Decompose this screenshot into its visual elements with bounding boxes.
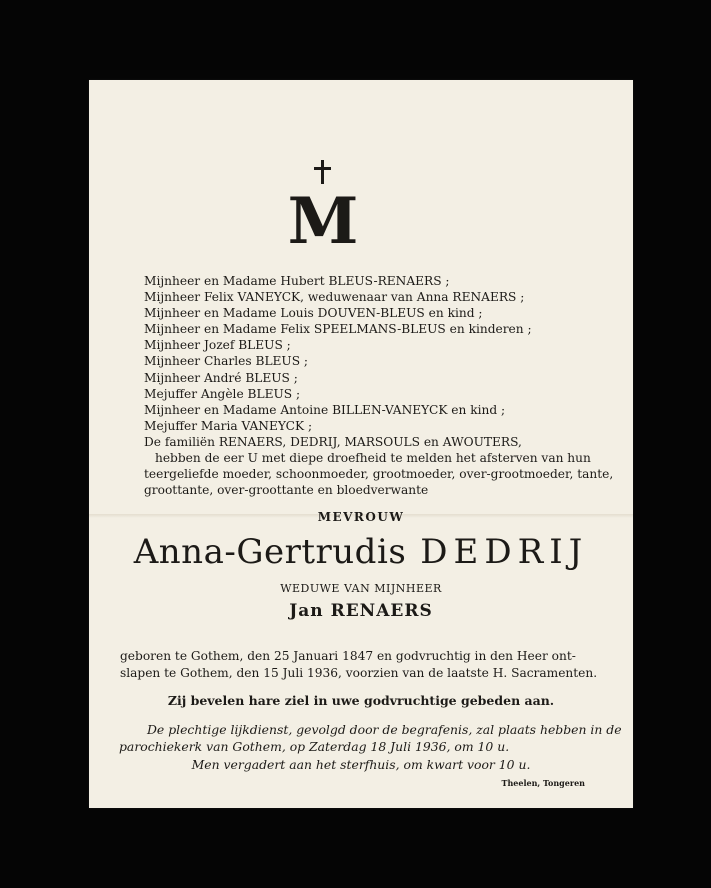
deceased-surname: DEDRIJ — [420, 532, 589, 572]
mourner-line: Mijnheer en Madame Louis DOUVEN-BLEUS en kind ; — [144, 306, 483, 321]
mourner-line: Mijnheer Felix VANEYCK, weduwenaar van Anna RENAERS ; — [144, 290, 525, 305]
monogram-letter: M — [287, 184, 359, 250]
deceased-name — [89, 532, 633, 572]
prayer-request: Zij bevelen hare ziel in uwe godvruchtige gebeden aan. — [167, 693, 555, 708]
birth-line: geboren te Gothem, den 25 Januari 1847 en godvruchtig in den Heer ont- — [120, 649, 576, 663]
funeral-line: De plechtige lijkdienst, gevolgd door de begrafenis, zal plaats hebben in de — [147, 722, 622, 737]
mourners-list — [144, 273, 614, 498]
funeral-line: parochiekerk van Gothem, op Zaterdag 18 Juli 1936, om 10 u. — [119, 739, 510, 754]
cross-vertical-icon — [321, 160, 324, 184]
cross-horizontal-icon — [314, 167, 331, 170]
birth-death-details — [120, 648, 605, 682]
death-line: slapen te Gothem, den 15 Juli 1936, voorzien van de laatste H. Sacramenten. — [120, 666, 598, 680]
mourner-line: Mijnheer Charles BLEUS ; — [144, 354, 309, 369]
announcement-line: groottante, over-groottante en bloedverwante — [144, 483, 429, 498]
announcement-line: teergeliefde moeder, schoonmoeder, grootmoeder, over-grootmoeder, tante, — [144, 467, 614, 482]
mourner-line: Mijnheer Jozef BLEUS ; — [144, 338, 291, 353]
mourner-line: Mejuffer Maria VANEYCK ; — [144, 418, 313, 433]
mourner-line: Mijnheer en Madame Felix SPEELMANS-BLEUS en kinderen ; — [144, 322, 532, 337]
mourner-line: Mijnheer André BLEUS ; — [144, 370, 298, 385]
mourner-line: Mijnheer en Madame Hubert BLEUS-RENAERS ; — [144, 274, 450, 288]
mourner-line: Mejuffer Angèle BLEUS ; — [144, 386, 301, 401]
printer-credit: Theelen, Tongeren — [501, 778, 585, 788]
funeral-details — [119, 721, 622, 755]
death-notice-card — [89, 80, 633, 808]
widow-line: WEDUWE VAN MIJNHEER — [280, 582, 442, 595]
title-mevrouw: MEVROUW — [317, 510, 405, 524]
meeting-note: Men vergadert aan het sterfhuis, om kwart voor 10 u. — [191, 757, 531, 772]
husband-name: Jan RENAERS — [289, 601, 433, 621]
announcement-line: hebben de eer U met diepe droefheid te melden het afsterven van hun — [155, 451, 591, 466]
cross-monogram-emblem — [285, 160, 365, 250]
mourner-line: De familiën RENAERS, DEDRIJ, MARSOULS en AWOUTERS, — [144, 434, 522, 449]
deceased-first-names: Anna-Gertrudis — [133, 532, 407, 572]
mourner-line: Mijnheer en Madame Antoine BILLEN-VANEYCK en kind ; — [144, 402, 506, 417]
